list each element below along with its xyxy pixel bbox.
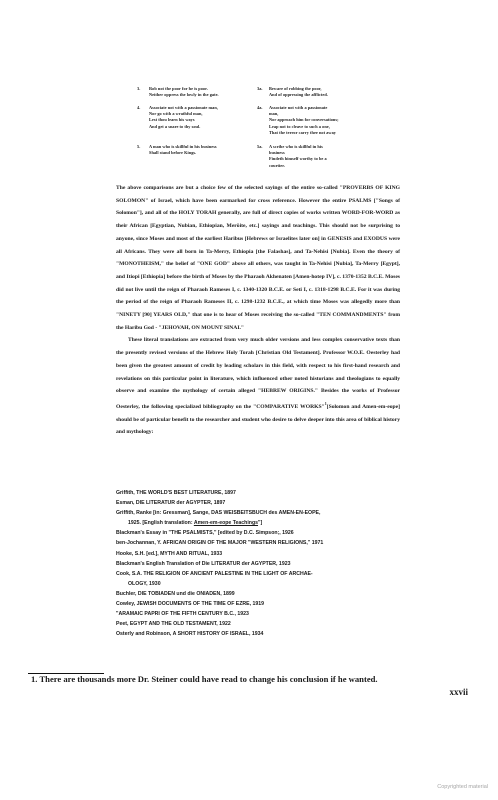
paragraph: The above comparisons are but a choice few of the selected sayings of the entire so-called "PROVERBS OF KING SOLOMON" of Israel, which have been earmarked for cross reference. However the entire PSALMS ["Songs of Solomon"], and all of the HOLY TORAH generally, are full of direct copies of works written WORD-FOR-WORD as their African [Egyptian, Nubian, Ethiopian, Meröite, etc.] sayings and teachings. This should not be surprising to anyone, since Moses and most of the earliest Haribus [Hebrews or Israelites later on] in GENESIS and EXODUS were all Africans. They were all born in Ta-Merry, Ethiopia [the Falashas], and Ta-Nehisi [Nubia]. Even the theory of "MONOTHEISM," the belief of "ONE GOD" above all others, was taught in Ta-Nehisi [Nubia], Ta-Merry [Egypt], and Itiopi [Ethiopia] before the birth of Moses by the Pharaoh Akhenaten [Amen-hotep IV], c. 1370-1352 B.C.E. Moses did not live until the reign of Pharaoh Rameses I, c. 1340-1320 B.C.E. or Seti I, c. 1318-1298 B.C.E. For it was during the period of the reign of Pharaoh Rameses II, c. 1298-1232 B.C.E., at which time Moses was allegedly more than "NINETY [90] YEARS OLD," that one is to hear of Moses receiving the so-called "TEN COMMANDMENTS" from the Haribu God - "JEHOVAH, ON MOUNT SINAI." xyxy=(116,185,400,331)
paragraph-text: [Solomon and Amen-em-eope] should be of particular benefit to the researcher and student who desire to delve deeper into this area of biblical history and mythology: xyxy=(116,403,401,436)
saying-number: 5. xyxy=(137,144,141,149)
saying-right xyxy=(257,144,369,169)
saying-left xyxy=(137,144,242,156)
saying-line: A scribe who is skillful in his xyxy=(269,144,323,149)
saying-number: 3a. xyxy=(257,86,263,91)
copyright-watermark: Copyrighted material xyxy=(437,784,488,790)
saying-line: And of oppressing the afflicted. xyxy=(269,92,328,98)
saying-line: Associate not with a passionate xyxy=(269,105,328,110)
saying-line: Beware of robbing the poor, xyxy=(269,86,322,91)
saying-line: And get a snare to thy soul. xyxy=(149,123,201,129)
bibliography-list xyxy=(116,488,416,639)
saying-line: Rob not the poor for he is poor. xyxy=(149,86,208,91)
bibliography-entry: Cowley, JEWISH DOCUMENTS OF THE TIME OF EZRE, 1919 xyxy=(116,601,265,608)
bibliography-entry: Esman, DIE LITERATUR der AGYPTER, 1897 xyxy=(116,500,226,507)
underlined-title: Amen-em-eope Teachings xyxy=(193,520,259,527)
bibliography-entry: OLOGY, 1930 xyxy=(128,580,161,587)
saying-number: 4a. xyxy=(257,105,263,110)
saying-line: business xyxy=(269,150,285,156)
footnote: 1. There are thousands more Dr. Steiner could have read to change his conclusion if he wanted. xyxy=(31,674,378,684)
saying-number: 5a. xyxy=(257,144,263,149)
saying-number: 3. xyxy=(137,86,141,91)
paragraph-text: These literal translations are extracted from very much older versions and less complex conservative texts than the presently revised versions of the Hebrew Holy Torah [Christian Old Testament]. Professor W.O.E. Oesterley had been given the greatest amount of credit by leading scholars in this field, with respect to his first-hand research and revelations on this particular point in literature, which influenced other noted historians and theologians to equally observe and examine the mythology of certain alleged "HEBREW ORIGINS." Besides the works of Professor Oesterley, the following specialized bibliography on the "COMPARATIVE WORKS" xyxy=(116,337,400,410)
saying-line: That the terror carry thee not away xyxy=(269,129,336,135)
saying-line: courtier. xyxy=(269,162,285,168)
paragraph xyxy=(116,334,400,438)
page-number: xxvii xyxy=(449,687,468,697)
saying-line: Shall stand before Kings. xyxy=(149,150,197,156)
bibliography-entry: Buchler, DIE TOBIADEN und die ONIADEN, 1899 xyxy=(116,590,235,597)
saying-line: Nor approach him for conversations; xyxy=(269,117,339,123)
bibliography-text: 1925. [English translation: xyxy=(128,520,194,527)
saying-number: 4. xyxy=(137,105,141,110)
saying-line: A man who is skillful in his business xyxy=(149,144,217,149)
saying-line: man, xyxy=(269,111,279,117)
saying-right xyxy=(257,105,369,136)
bibliography-entry: ben-Jochannan, Y. AFRICAN ORIGIN OF THE MAJOR "WESTERN RELIGIONS," 1971 xyxy=(116,540,324,547)
bibliography-entry: Griffith, THE WORLD'S BEST LITERATURE, 1897 xyxy=(116,490,236,496)
saying-line: Findeth himself worthy to be a xyxy=(269,156,327,162)
bibliography-entry: Blackman's English Translation of Die LITERATUR der AGYPTER, 1923 xyxy=(116,560,291,567)
saying-line: Associate not with a passionate man, xyxy=(149,105,218,110)
bibliography-entry: Osterly and Robinson, A SHORT HISTORY OF ISRAEL, 1934 xyxy=(116,631,264,638)
saying-right xyxy=(257,86,369,98)
bibliography-entry: Blackman's Essay in "THE PSALMISTS," [edited by D.C. Simpson;, 1926 xyxy=(116,530,294,537)
saying-left xyxy=(137,105,242,130)
bibliography-text: "] xyxy=(258,520,263,527)
bibliography-entry: Peet, EGYPT AND THE OLD TESTAMENT, 1922 xyxy=(116,621,231,628)
saying-line: Leap not to cleave to such a one, xyxy=(269,123,330,129)
saying-line: Neither oppress the lowly in the gate. xyxy=(149,92,219,98)
saying-line: Lest thou learn his ways xyxy=(149,117,195,123)
saying-left xyxy=(137,86,242,98)
saying-line: Nor go with a wrathful man, xyxy=(149,111,203,117)
bibliography-entry: "ARAMAIC PAPRI OF THE FIFTH CENTURY B.C., 1923 xyxy=(116,611,249,618)
bibliography-entry: Cook, S.A. THE RELIGION OF ANCIENT PALESTINE IN THE LIGHT OF ARCHAE- xyxy=(116,570,313,577)
bibliography-entry xyxy=(116,518,416,528)
bibliography-entry: Hooke, S.H. [ed.], MYTH AND RITUAL, 1933 xyxy=(116,550,223,557)
footnote-marker: 1 xyxy=(324,400,327,406)
bibliography-entry: Griffith, Ranke [in: Gressman], Sange, DAS WEISBEITSBUCH des AMEN-EN-EOPE, xyxy=(116,510,321,517)
body-text xyxy=(116,182,400,439)
